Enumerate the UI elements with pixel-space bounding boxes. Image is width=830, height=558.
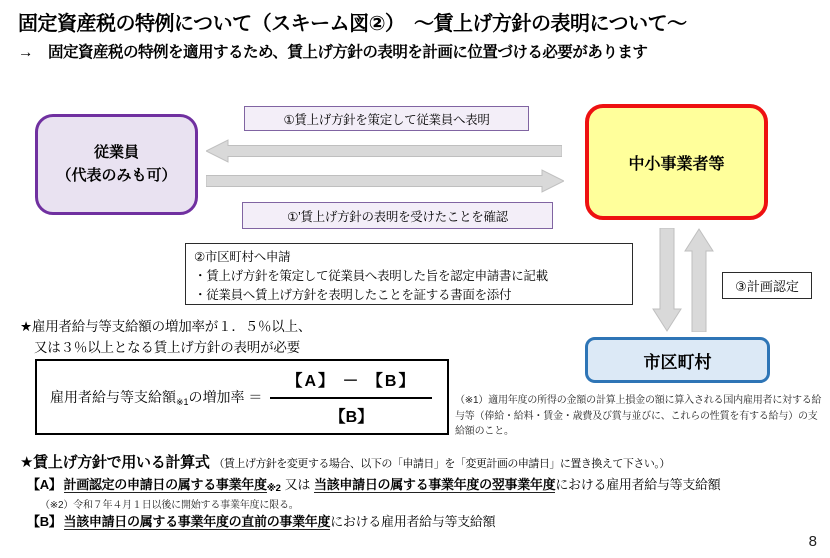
item-b-tail: における雇用者給与等支給額 [330,514,496,529]
step3-label-text: ③計画認定 [735,279,799,294]
municipality-label: 市区町村 [643,352,712,372]
application-line3: ・従業員へ賃上げ方針を表明したことを証する書面を添付 [194,287,512,302]
fraction-denominator: 【B】 [329,408,374,426]
application-line2: ・賃上げ方針を策定して従業員へ表明した旨を認定申請書に記載 [194,268,548,283]
requirement-line1: ★雇用者給与等支給額の増加率が１．５％以上、 [20,319,312,334]
arrow-municipality-to-sme-icon [684,228,714,332]
formula-note-ref: ※1 [176,396,189,407]
arrow-employees-to-sme-icon [206,167,564,195]
municipality-box [585,337,770,383]
formula-label-main: 雇用者給与等支給額 [50,388,176,405]
calc-item-b [27,511,495,530]
application-line1: ②市区町村へ申請 [194,250,291,264]
sme-box [585,104,768,220]
item-b-term1: 当該申請日の属する事業年度の直前の事業年度 [63,514,331,529]
step3-label [722,272,812,299]
item-a-prefix: 【A】 [27,477,62,492]
item-a-or: 又は [284,477,311,492]
item-a-term1: 計画認定の申請日の属する事業年度 [63,477,267,492]
item-a-note-ref: ※2 [266,483,281,494]
page-subtitle: → 固定資産税の特例を適用するため、賃上げ方針の表明を計画に位置づける必要があります [18,44,648,61]
formula-label-tail: の増加率 ＝ [188,388,263,405]
page-title: 固定資産税の特例について（スキーム図②） ～賃上げ方針の表明について～ [18,13,687,35]
employees-box [35,114,198,215]
employees-label-line2: （代表のみも可） [56,166,177,184]
footnote-2: （※2）令和７年４月１日以後に開始する事業年度に限る。 [40,500,299,511]
application-box [185,243,633,305]
employees-label-line1: 従業員 [93,144,139,161]
calc-heading [20,451,670,472]
arrow-sme-to-employees-icon [206,137,562,165]
requirement-text [20,317,311,359]
formula-label [50,387,262,408]
calc-heading-text: ★賃上げ方針で用いる計算式 [20,454,210,471]
step1-label [244,106,529,131]
formula-fraction [270,368,432,427]
sme-label: 中小事業者等 [628,155,725,173]
footnote-1: （※1）適用年度の所得の金額の計算上損金の額に算入される国内雇用者に対する給与等（俸給・給料・賃金・歳費及び賞与並びに、これらの性質を有する給与）の支給額のこと。 [455,395,822,437]
requirement-line2: 又は３％以上となる賃上げ方針の表明が必要 [34,339,300,355]
calc-heading-note: （賃上げ方針を変更する場合、以下の「申請日」を「変更計画の申請日」に置き換えて下さい。） [213,458,670,470]
calc-item-a [27,474,720,494]
step1-label-text: ①賃上げ方針を策定して従業員へ表明 [283,112,490,127]
page-number: 8 [808,533,817,550]
item-a-tail: における雇用者給与等支給額 [555,477,721,492]
item-b-prefix: 【B】 [27,514,62,529]
step1-confirm-label-text: ①’賃上げ方針の表明を受けたことを確認 [287,209,508,224]
step1-confirm-label [242,202,553,229]
fraction-numerator: 【A】 － 【B】 [270,368,432,399]
arrow-sme-to-municipality-icon [652,228,682,332]
formula-box [35,359,449,435]
item-a-term2: 当該申請日の属する事業年度の翌事業年度 [314,477,556,492]
